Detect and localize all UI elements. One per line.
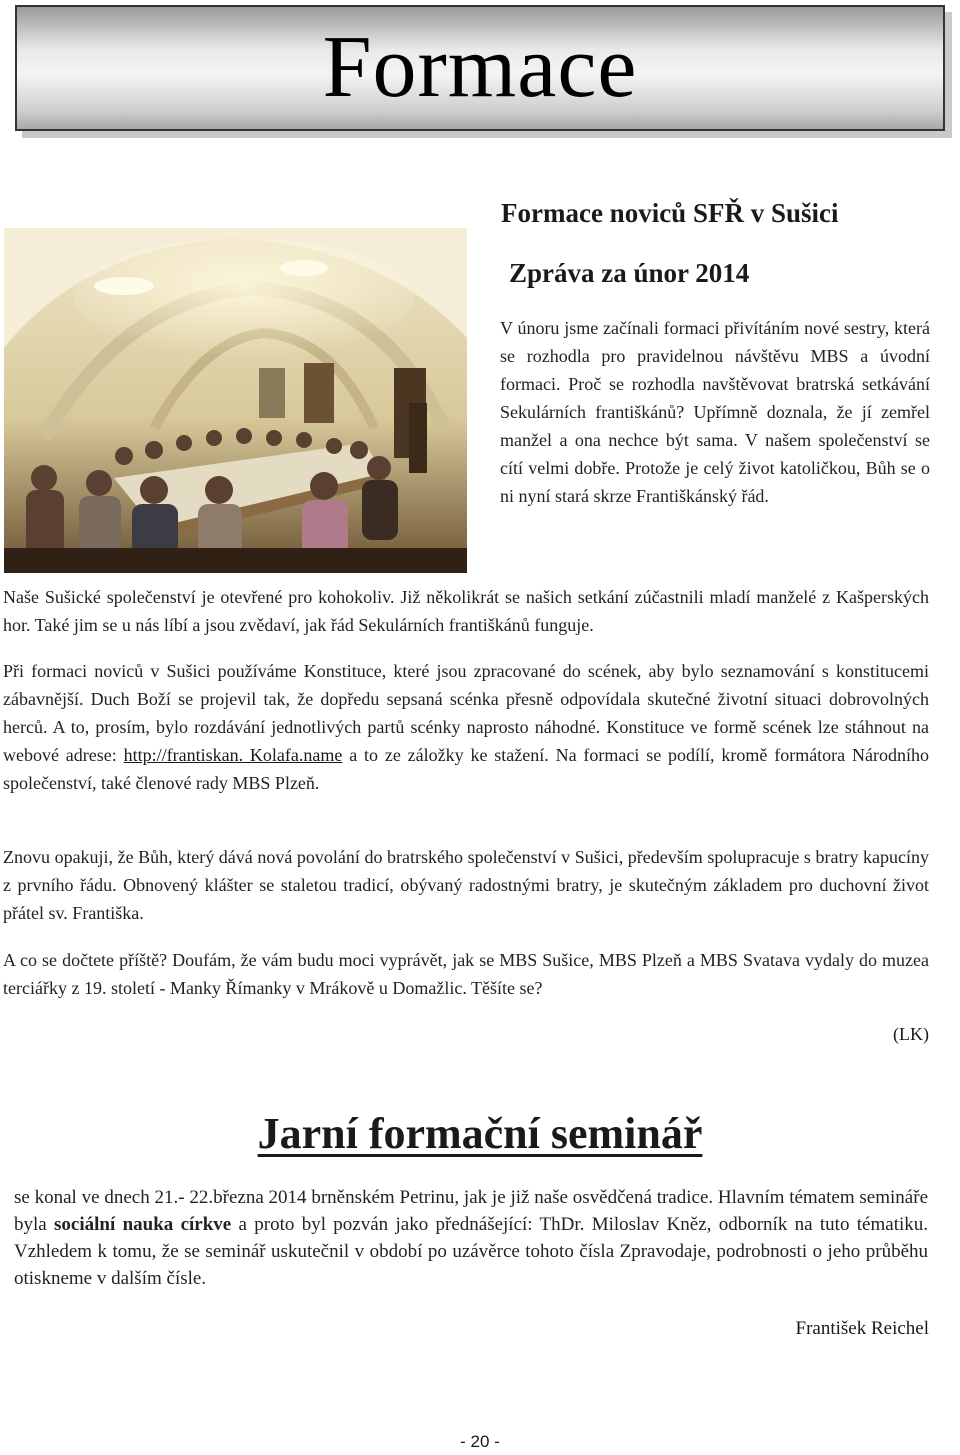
article-subtitle: Zpráva za únor 2014 [509,258,750,288]
article-intro-paragraph: V únoru jsme začínali formaci přivítáním nové sestry, která se rozhodla pro pravidelnou návštěvu MBS a úvodní formaci. Proč se rozhodla navštěvovat bratrská setkávání Sekulárních františkánů? Upřímně doznala, že jí zemřel manžel a ona nechce být sama. V našem společenství se cítí velmi dobře. Protože je celý život katoličkou, Bůh se o ni nyní stará skrze Františkánský řád. [500,318,930,506]
article-paragraph-4: A co se dočtete příště? Doufám, že vám budu moci vyprávět, jak se MBS Sušice, MBS Plzeň a MBS Svatava vydaly do muzea terciářky z 19. století - Manky Římanky v Mrákově u Domažlic. Těšíte se? [3,950,929,998]
seminar-heading [0,1108,960,1159]
paragraph-text: Při formaci noviců v Sušici používáme Konstituce, které jsou zpracované do scének, aby bylo seznamování s konstitucemi zábavnější. Duch Boží se projevil tak, že dopředu sepsaná scénka přesně odpovídala skutečné životní situaci dobrovolných herců. A to, prosím, bylo rozdávání jednotlivých partů scénky naprosto náhodné. Konstituce ve formě scének lze stáhnout na webové adrese: [3,661,929,765]
article-paragraph-2 [3,657,929,797]
article-paragraph-1: Naše Sušické společenství je otevřené pro kohokoliv. Již několikrát se našich setkání zúčastnili mladí manželé z Kašperských hor. Také jim se u nás líbí a jsou zvědaví, jak řád Sekulárních františkánů funguje. [3,587,929,635]
paragraph-text: a to ze záložky ke stažení. Na formaci se podílí, kromě formátora Národního společenství, také členové rady MBS Plzeň. [3,745,929,793]
seminar-signature: František Reichel [795,1318,929,1339]
meeting-photo [4,228,467,573]
seminar-paragraph [14,1184,928,1292]
author-signature: (LK) [893,1024,929,1044]
website-link[interactable]: http://frantiskan. Kolafa.name [123,745,343,765]
article-title: Formace noviců SFŘ v Sušici [501,198,839,228]
paragraph-text: se konal ve dnech 21.- 22.března 2014 brněnském Petrinu, jak je již naše osvědčená tradice. Hlavním tématem semináře byla [14,1187,928,1235]
seminar-title: Jarní formační seminář [257,1109,703,1158]
page-number: - 20 - [460,1432,500,1451]
bold-topic: sociální nauka církve [54,1214,232,1235]
section-title: Formace [322,19,638,116]
section-banner [15,5,945,131]
article-paragraph-3: Znovu opakuji, že Bůh, který dává nová povolání do bratrského společenství v Sušici, především spolupracuje s bratry kapucíny z prvního řádu. Obnovený klášter se staletou tradicí, obývaný radostnými bratry, je skutečným základem pro duchovní život přátel sv. Františka. [3,847,929,923]
paragraph-text: a proto byl pozván jako přednášející: ThDr. Miloslav Kněz, odborník na tuto tématiku. Vzhledem k tomu, že se seminář uskutečnil v období po uzávěrce tohoto čísla Zpravodaje, podrobnosti o jeho průběhu otiskneme v dalším čísle. [14,1214,928,1289]
